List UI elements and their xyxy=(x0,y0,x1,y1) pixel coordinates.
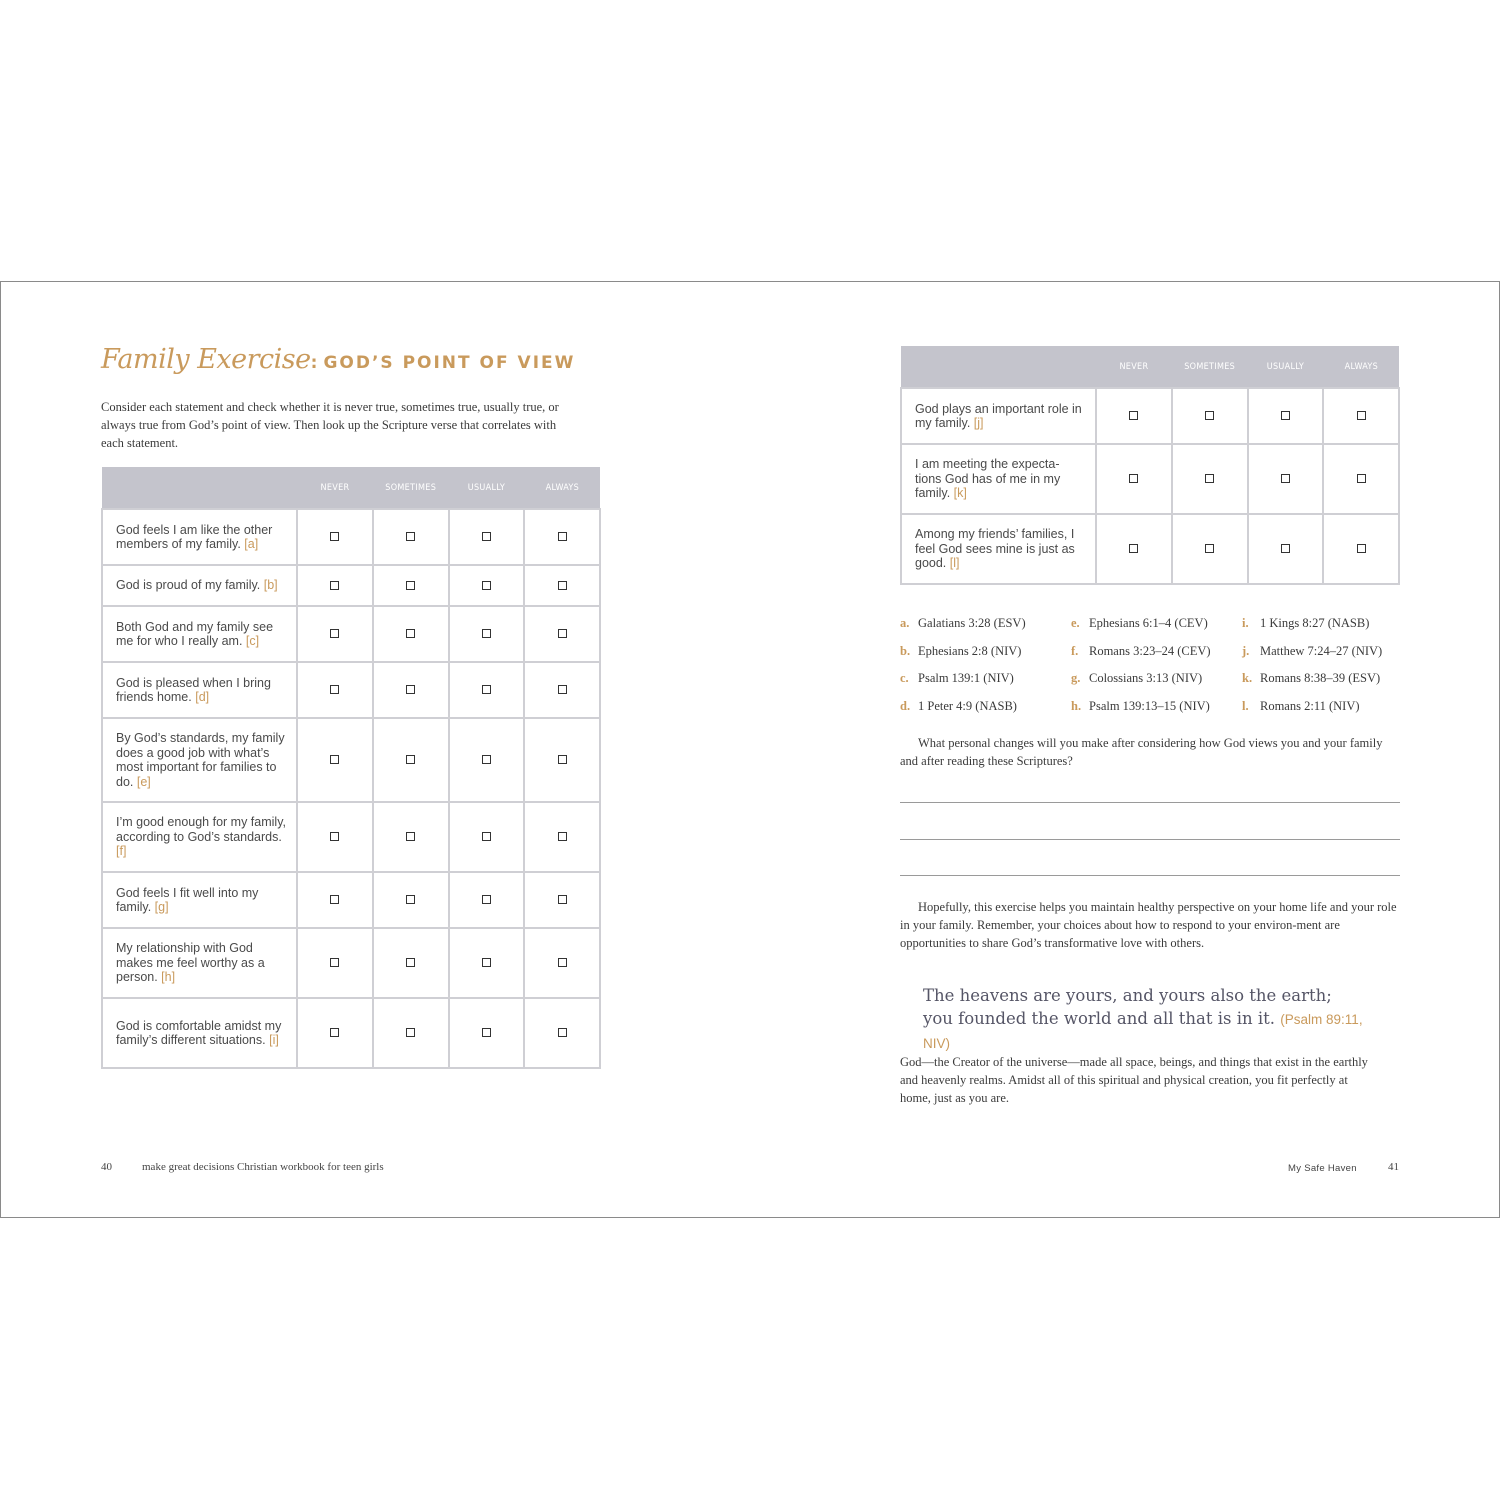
table-row xyxy=(102,509,600,565)
reference-verse: Ephesians 2:8 (NIV) xyxy=(918,643,1022,658)
reference-item xyxy=(900,671,1014,686)
statement-text: God feels I fit well into my family. xyxy=(116,885,259,914)
exercise-table-left xyxy=(101,467,601,1069)
statement-text: I’m good enough for my family, according to God’s standards. xyxy=(116,815,286,844)
reference-letter: i. xyxy=(1242,616,1249,630)
checkbox[interactable] xyxy=(1281,544,1290,553)
statement-cell xyxy=(901,444,1096,514)
checkbox-cell-sometimes xyxy=(1172,514,1248,584)
page-number-left: 40 xyxy=(101,1161,112,1173)
outro-paragraph: God—the Creator of the universe—made all space, beings, and things that exist in the earthly and heavenly realms. Amidst all of this spiritual and physical creation, you fit perfectly at home, just as you are. xyxy=(900,1055,1368,1105)
statement-cell xyxy=(102,509,297,565)
exercise-table-right xyxy=(900,346,1400,585)
reference-item xyxy=(900,699,1017,714)
reflection-question: What personal changes will you make after considering how God views you and your family and after reading these Scriptures? xyxy=(900,736,1383,768)
checkbox[interactable] xyxy=(558,832,567,841)
checkbox[interactable] xyxy=(482,832,491,841)
checkbox-cell-sometimes xyxy=(373,872,449,928)
checkbox[interactable] xyxy=(482,685,491,694)
checkbox-cell-sometimes xyxy=(373,928,449,998)
checkbox[interactable] xyxy=(406,895,415,904)
checkbox[interactable] xyxy=(482,1028,491,1037)
checkbox-cell-usually xyxy=(449,872,525,928)
checkbox-cell-sometimes xyxy=(373,565,449,606)
statement-ref: [j] xyxy=(973,416,984,430)
checkbox[interactable] xyxy=(482,581,491,590)
reference-item xyxy=(1242,671,1380,686)
statement-cell xyxy=(102,662,297,718)
statement-cell xyxy=(102,718,297,802)
checkbox[interactable] xyxy=(558,1028,567,1037)
statement-ref: [k] xyxy=(953,486,967,501)
reference-verse: Colossians 3:13 (NIV) xyxy=(1089,671,1203,685)
statement-cell xyxy=(102,802,297,872)
checkbox-cell-never xyxy=(297,565,373,606)
statement-ref: [h] xyxy=(161,970,176,985)
checkbox-cell-usually xyxy=(449,718,525,802)
statement-text: God is proud of my family. xyxy=(116,578,264,593)
reference-letter: f. xyxy=(1071,643,1079,658)
checkbox-cell-usually xyxy=(1248,444,1324,514)
quote-text: The heavens are yours, and yours also the earth; you founded the world and all that is in it. xyxy=(923,986,1332,1028)
checkbox-cell-never xyxy=(297,872,373,928)
table-row xyxy=(901,388,1399,444)
statement-ref: [e] xyxy=(136,774,151,789)
checkbox-cell-always xyxy=(1323,444,1399,514)
reference-letter: a. xyxy=(900,616,910,630)
checkbox[interactable] xyxy=(1357,544,1366,553)
checkbox[interactable] xyxy=(482,532,491,541)
reference-verse: Romans 8:38–39 (ESV) xyxy=(1260,671,1381,685)
statement-text: By God’s standards, my family does a good job with what’s most important for families to do. xyxy=(116,731,285,789)
table-row xyxy=(102,928,600,998)
answer-line-3[interactable] xyxy=(900,875,1400,876)
header-never: NEVER xyxy=(297,467,373,509)
reference-letter: g. xyxy=(1071,671,1081,685)
checkbox[interactable] xyxy=(330,832,339,841)
checkbox-cell-always xyxy=(524,606,600,662)
table-row xyxy=(901,514,1399,584)
checkbox[interactable] xyxy=(1281,411,1290,420)
checkbox[interactable] xyxy=(558,895,567,904)
header-always: ALWAYS xyxy=(1323,346,1399,388)
checkbox-cell-usually xyxy=(449,802,525,872)
checkbox[interactable] xyxy=(558,755,567,764)
checkbox-cell-never xyxy=(297,718,373,802)
checkbox[interactable] xyxy=(558,532,567,541)
reference-item xyxy=(1242,616,1369,631)
statement-ref: [a] xyxy=(244,537,259,551)
checkbox[interactable] xyxy=(1205,411,1214,420)
checkbox[interactable] xyxy=(330,532,339,541)
checkbox[interactable] xyxy=(406,832,415,841)
running-title-right: My Safe Haven xyxy=(1288,1163,1357,1174)
statement-cell xyxy=(102,606,297,662)
answer-line-2[interactable] xyxy=(900,839,1400,840)
statement-cell xyxy=(102,928,297,998)
checkbox[interactable] xyxy=(558,629,567,638)
checkbox-cell-never xyxy=(297,509,373,565)
reference-item xyxy=(1071,616,1208,631)
table-row xyxy=(102,718,600,802)
checkbox[interactable] xyxy=(1357,474,1366,483)
statement-cell xyxy=(901,514,1096,584)
book-spread xyxy=(0,281,1500,1218)
reference-verse: Galatians 3:28 (ESV) xyxy=(918,616,1026,630)
table-header-row xyxy=(901,346,1399,388)
checkbox-cell-never xyxy=(297,662,373,718)
statement-cell xyxy=(102,998,297,1068)
checkbox[interactable] xyxy=(482,629,491,638)
table-header-row xyxy=(102,467,600,509)
quote-citation: (Psalm 89:11, NIV) xyxy=(923,1012,1363,1051)
checkbox-cell-usually xyxy=(449,998,525,1068)
checkbox[interactable] xyxy=(1129,411,1138,420)
checkbox[interactable] xyxy=(558,958,567,967)
right-page xyxy=(750,282,1499,1217)
reference-letter: l. xyxy=(1242,698,1249,713)
checkbox[interactable] xyxy=(330,685,339,694)
checkbox-cell-usually xyxy=(449,606,525,662)
checkbox-cell-usually xyxy=(1248,514,1324,584)
statement-text: God is comfortable amidst my family’s different situations. xyxy=(116,1018,282,1047)
checkbox[interactable] xyxy=(1357,411,1366,420)
checkbox-cell-sometimes xyxy=(373,802,449,872)
checkbox[interactable] xyxy=(558,581,567,590)
checkbox-cell-always xyxy=(524,998,600,1068)
statement-cell xyxy=(102,872,297,928)
statement-ref: [c] xyxy=(245,634,260,648)
reference-item xyxy=(900,616,1026,631)
reference-item xyxy=(1071,699,1210,714)
checkbox-cell-usually xyxy=(449,928,525,998)
checkbox[interactable] xyxy=(330,755,339,764)
checkbox[interactable] xyxy=(406,581,415,590)
reference-verse: Matthew 7:24–27 (NIV) xyxy=(1260,643,1383,658)
checkbox[interactable] xyxy=(406,755,415,764)
statement-ref: [i] xyxy=(269,1033,279,1047)
reference-verse: Romans 2:11 (NIV) xyxy=(1260,698,1360,713)
statement-ref: [b] xyxy=(263,578,278,593)
checkbox-cell-always xyxy=(524,928,600,998)
table-row xyxy=(102,662,600,718)
reference-letter: h. xyxy=(1071,698,1082,713)
checkbox-cell-sometimes xyxy=(373,662,449,718)
checkbox-cell-always xyxy=(524,662,600,718)
checkbox[interactable] xyxy=(406,685,415,694)
checkbox-cell-sometimes xyxy=(373,998,449,1068)
intro-paragraph: Consider each statement and check whether it is never true, sometimes true, usually true, or always true from God’s point of view. Then look up the Scripture verse that correlates with each statement. xyxy=(101,400,559,450)
reference-letter: d. xyxy=(900,698,911,713)
closing-paragraph: Hopefully, this exercise helps you maintain healthy perspective on your home life and your role in your family. Remember, your choices about how to respond to your environ-ment are opportunities to share God’s transformative love with others. xyxy=(900,900,1397,950)
reference-item xyxy=(1071,644,1211,659)
checkbox-cell-sometimes xyxy=(373,718,449,802)
checkbox[interactable] xyxy=(406,958,415,967)
page-number-right: 41 xyxy=(1388,1161,1399,1173)
title-caps: GOD’S POINT OF VIEW xyxy=(323,353,576,373)
statement-text: Among my friends’ families, I feel God sees mine is just as good. xyxy=(915,527,1075,571)
checkbox-cell-never xyxy=(297,998,373,1068)
statement-text: My relationship with God makes me feel worthy as a person. xyxy=(116,941,265,985)
checkbox[interactable] xyxy=(558,685,567,694)
checkbox[interactable] xyxy=(1129,474,1138,483)
scripture-quote xyxy=(923,984,1363,1055)
statement-ref: [d] xyxy=(195,690,210,704)
checkbox[interactable] xyxy=(330,629,339,638)
header-never: NEVER xyxy=(1096,346,1172,388)
reference-letter: c. xyxy=(900,671,909,685)
answer-line-1[interactable] xyxy=(900,802,1400,803)
title-separator: : xyxy=(310,353,320,373)
checkbox-cell-always xyxy=(524,718,600,802)
header-always: ALWAYS xyxy=(524,467,600,509)
page-title xyxy=(101,344,575,375)
checkbox-cell-sometimes xyxy=(373,606,449,662)
statement-text: Both God and my family see me for who I really am. xyxy=(116,619,274,648)
reference-item xyxy=(1242,644,1382,659)
table-row xyxy=(102,606,600,662)
header-blank xyxy=(102,467,297,509)
title-script: Family Exercise xyxy=(101,344,311,375)
checkbox-cell-never xyxy=(297,928,373,998)
statement-ref: [l] xyxy=(949,556,960,571)
reference-letter: j. xyxy=(1242,643,1250,658)
header-blank xyxy=(901,346,1096,388)
checkbox-cell-never xyxy=(297,606,373,662)
header-sometimes: SOMETIMES xyxy=(373,467,449,509)
statement-ref: [g] xyxy=(154,900,169,914)
checkbox[interactable] xyxy=(1205,544,1214,553)
reference-verse: Romans 3:23–24 (CEV) xyxy=(1089,643,1211,658)
reference-letter: k. xyxy=(1242,671,1253,685)
header-sometimes: SOMETIMES xyxy=(1172,346,1248,388)
statement-text: God feels I am like the other members of my family. xyxy=(116,522,273,551)
checkbox[interactable] xyxy=(1281,474,1290,483)
reference-verse: Psalm 139:13–15 (NIV) xyxy=(1089,698,1210,713)
statement-text: God is pleased when I bring friends home. xyxy=(116,675,271,704)
table-row xyxy=(102,998,600,1068)
running-title-left: make great decisions Christian workbook for teen girls xyxy=(142,1161,384,1173)
header-usually: USUALLY xyxy=(449,467,525,509)
left-page xyxy=(1,282,750,1217)
checkbox[interactable] xyxy=(1205,474,1214,483)
checkbox[interactable] xyxy=(482,958,491,967)
checkbox[interactable] xyxy=(482,755,491,764)
checkbox-cell-never xyxy=(297,802,373,872)
statement-ref: [f] xyxy=(116,844,127,859)
checkbox[interactable] xyxy=(406,1028,415,1037)
checkbox-cell-never xyxy=(1096,388,1172,444)
table-row xyxy=(901,444,1399,514)
checkbox-cell-usually xyxy=(449,662,525,718)
reference-verse: 1 Peter 4:9 (NASB) xyxy=(918,698,1017,713)
reference-verse: 1 Kings 8:27 (NASB) xyxy=(1260,616,1370,630)
reference-item xyxy=(1242,699,1360,714)
statement-text: God plays an important role in my family. xyxy=(915,401,1082,430)
table-row xyxy=(102,802,600,872)
checkbox[interactable] xyxy=(330,895,339,904)
checkbox-cell-sometimes xyxy=(373,509,449,565)
reference-letter: b. xyxy=(900,643,911,658)
checkbox[interactable] xyxy=(482,895,491,904)
header-usually: USUALLY xyxy=(1248,346,1324,388)
checkbox[interactable] xyxy=(1129,544,1138,553)
checkbox-cell-always xyxy=(524,872,600,928)
checkbox-cell-sometimes xyxy=(1172,388,1248,444)
checkbox-cell-usually xyxy=(449,565,525,606)
reference-verse: Ephesians 6:1–4 (CEV) xyxy=(1089,616,1208,630)
checkbox-cell-usually xyxy=(1248,388,1324,444)
statement-text: I am meeting the expecta-tions God has of me in my family. xyxy=(915,457,1061,501)
reference-item xyxy=(900,644,1021,659)
checkbox-cell-always xyxy=(1323,388,1399,444)
reference-item xyxy=(1071,671,1202,686)
statement-cell xyxy=(901,388,1096,444)
table-row xyxy=(102,565,600,606)
checkbox[interactable] xyxy=(406,629,415,638)
checkbox-cell-always xyxy=(1323,514,1399,584)
checkbox-cell-never xyxy=(1096,514,1172,584)
checkbox-cell-always xyxy=(524,565,600,606)
checkbox-cell-never xyxy=(1096,444,1172,514)
checkbox-cell-sometimes xyxy=(1172,444,1248,514)
checkbox-cell-usually xyxy=(449,509,525,565)
checkbox[interactable] xyxy=(330,1028,339,1037)
statement-cell xyxy=(102,565,297,606)
checkbox-cell-always xyxy=(524,509,600,565)
table-row xyxy=(102,872,600,928)
checkbox-cell-always xyxy=(524,802,600,872)
checkbox[interactable] xyxy=(406,532,415,541)
reference-verse: Psalm 139:1 (NIV) xyxy=(918,671,1014,685)
reference-letter: e. xyxy=(1071,616,1080,630)
checkbox[interactable] xyxy=(330,581,339,590)
checkbox[interactable] xyxy=(330,958,339,967)
